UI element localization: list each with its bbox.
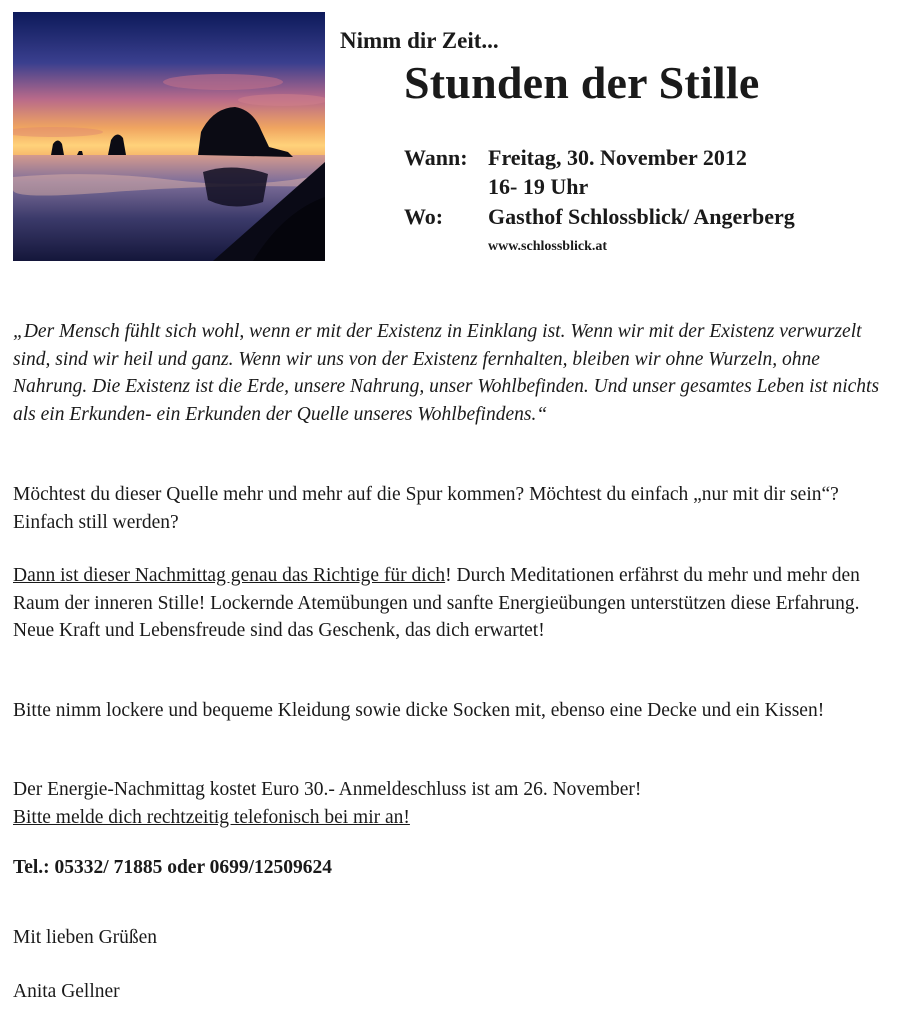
kicker-text: Nimm dir Zeit... <box>340 28 499 53</box>
page-title: Stunden der Stille <box>404 57 760 108</box>
where-label: Wo: <box>404 204 444 229</box>
event-time: 16- 19 Uhr <box>488 174 589 199</box>
price-paragraph <box>13 776 888 831</box>
intro-paragraph: Möchtest du dieser Quelle mehr und mehr auf die Spur kommen? Möchtest du einfach „nur mit dir sein“? Einfach still werden? <box>13 484 839 533</box>
highlight-underlined-text: Dann ist dieser Nachmittag genau das Richtige für dich <box>13 565 446 586</box>
when-label: Wann: <box>404 145 468 170</box>
phone-number: Tel.: 05332/ 71885 oder 0699/12509624 <box>13 857 333 878</box>
sunset-sea-stacks-photo <box>13 12 325 261</box>
event-venue: Gasthof Schlossblick/ Angerberg <box>488 204 795 229</box>
signature-text: Anita Gellner <box>13 981 120 1002</box>
clothing-paragraph: Bitte nimm lockere und bequeme Kleidung sowie dicke Socken mit, ebenso eine Decke und ein Kissen! <box>13 700 825 721</box>
description-text: ! Durch Meditationen erfährst du mehr und mehr den Raum der inneren Stille! Lockernde Atemübungen und sanfte Energieübungen unterstützen diese Erfahrung. Neue Kraft und Lebensfreude sind das Geschenk, das dich erwartet! <box>13 565 860 641</box>
greeting-text: Mit lieben Grüßen <box>13 927 158 948</box>
venue-website-link[interactable]: www.schlossblick.at <box>488 239 608 254</box>
description-paragraph <box>13 562 888 645</box>
registration-note: Bitte melde dich rechtzeitig telefonisch bei mir an! <box>13 806 410 828</box>
quote-paragraph: „Der Mensch fühlt sich wohl, wenn er mit der Existenz in Einklang ist. Wenn wir mit der Existenz verwurzelt sind, sind wir heil und ganz. Wenn wir uns von der Existenz fernhalten, bleiben wir ohne Wurzeln, ohne Nahrung. Die Existenz ist die Erde, unsere Nahrung, unser Wohlbefinden. Und unser gesamtes Leben ist nichts als ein Erkunden- ein Erkunden der Quelle unseres Wohlbefindens.“ <box>13 321 880 425</box>
price-text: Der Energie-Nachmittag kostet Euro 30.- Anmeldeschluss ist am 26. November! <box>13 779 642 800</box>
event-date: Freitag, 30. November 2012 <box>488 145 747 170</box>
